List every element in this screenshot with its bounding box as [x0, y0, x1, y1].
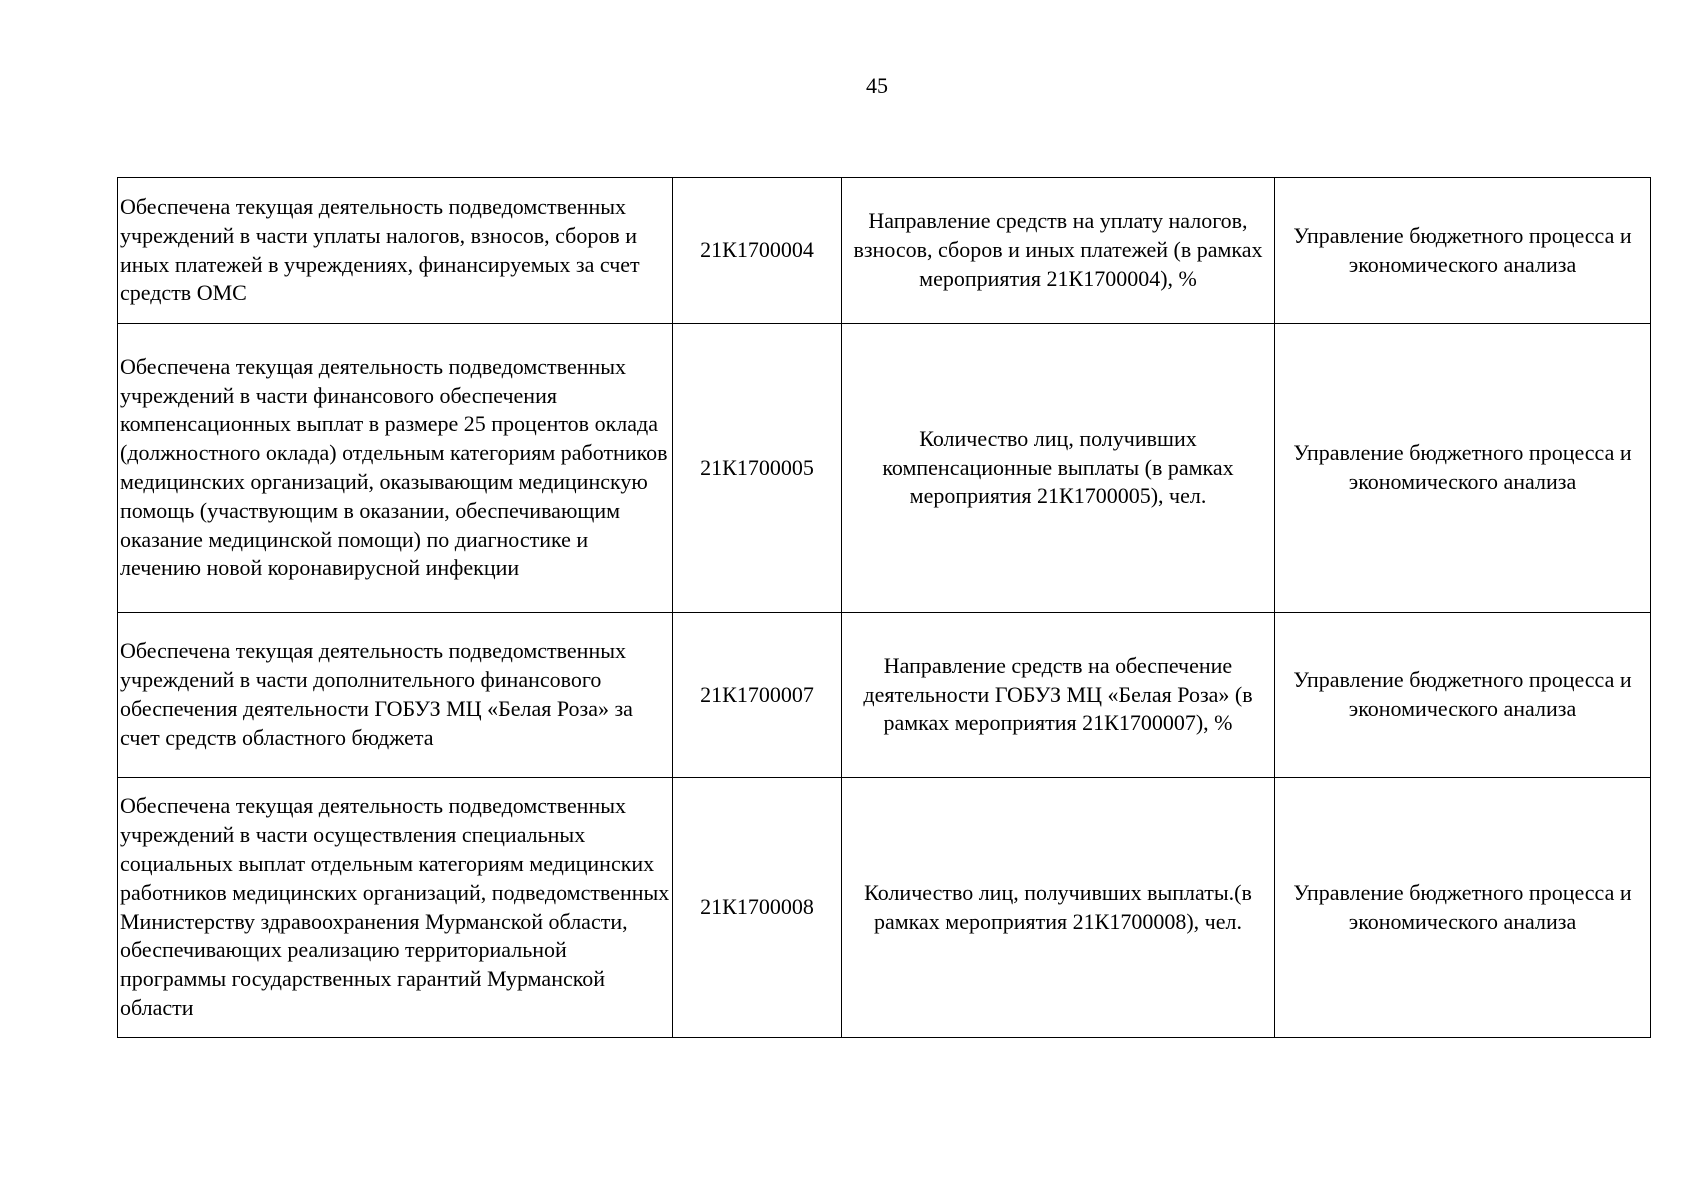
indicator-cell: Направление средств на обеспечение деятельности ГОБУЗ МЦ «Белая Роза» (в рамках мероприятия 21К1700007), %: [842, 613, 1275, 778]
code-cell: 21К1700004: [673, 178, 842, 324]
owner-cell: Управление бюджетного процесса и экономического анализа: [1275, 178, 1651, 324]
table-row: [118, 778, 1651, 1038]
result-cell: Обеспечена текущая деятельность подведомственных учреждений в части уплаты налогов, взносов, сборов и иных платежей в учреждениях, финансируемых за счет средств ОМС: [118, 178, 673, 324]
indicator-cell: Направление средств на уплату налогов, взносов, сборов и иных платежей (в рамках мероприятия 21К1700004), %: [842, 178, 1275, 324]
table-row: [118, 178, 1651, 324]
owner-cell: Управление бюджетного процесса и экономического анализа: [1275, 613, 1651, 778]
code-cell: 21К1700008: [673, 778, 842, 1038]
code-cell: 21К1700007: [673, 613, 842, 778]
table-row: [118, 324, 1651, 613]
indicator-cell: Количество лиц, получивших компенсационные выплаты (в рамках мероприятия 21К1700005), чел.: [842, 324, 1275, 613]
result-cell: Обеспечена текущая деятельность подведомственных учреждений в части дополнительного финансового обеспечения деятельности ГОБУЗ МЦ «Белая Роза» за счет средств областного бюджета: [118, 613, 673, 778]
table-row: [118, 613, 1651, 778]
page-number: 45: [866, 73, 888, 98]
result-cell: Обеспечена текущая деятельность подведомственных учреждений в части финансового обеспечения компенсационных выплат в размере 25 процентов оклада (должностного оклада) отдельным категориям работников медицинских организаций, оказывающим медицинскую помощь (участвующим в оказании, обеспечивающим оказание медицинской помощи) по диагностике и лечению новой коронавирусной инфекции: [118, 324, 673, 613]
indicator-cell: Количество лиц, получивших выплаты.(в рамках мероприятия 21К1700008), чел.: [842, 778, 1275, 1038]
owner-cell: Управление бюджетного процесса и экономического анализа: [1275, 778, 1651, 1038]
result-cell: Обеспечена текущая деятельность подведомственных учреждений в части осуществления специальных социальных выплат отдельным категориям медицинских работников медицинских организаций, подведомственных Министерству здравоохранения Мурманской области, обеспечивающих реализацию территориальной программы государственных гарантий Мурманской области: [118, 778, 673, 1038]
owner-cell: Управление бюджетного процесса и экономического анализа: [1275, 324, 1651, 613]
measures-table: [117, 177, 1651, 1038]
code-cell: 21К1700005: [673, 324, 842, 613]
